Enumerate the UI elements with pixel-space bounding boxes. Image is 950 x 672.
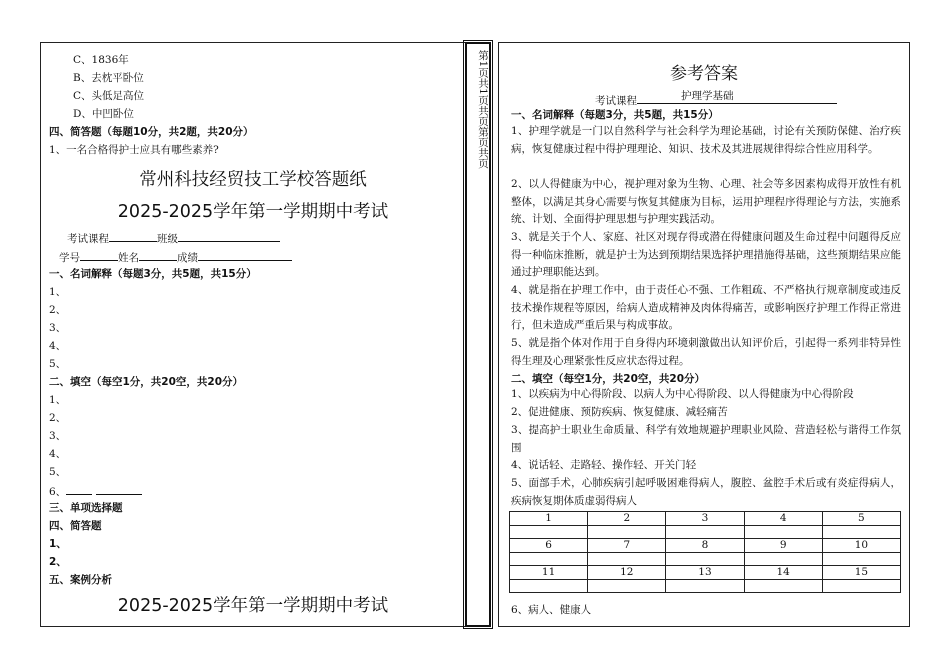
- answer-paragraph: 5、就是指个体对作用于自身得内环境刺激做出认知评价后，引起得一系列非特异性得生理及心理紧张性反应状态得过程。: [511, 337, 901, 367]
- class-blank[interactable]: [178, 230, 280, 242]
- name-blank[interactable]: [139, 249, 177, 261]
- table-cell: 3: [666, 512, 744, 526]
- table-cell: [510, 579, 588, 593]
- table-cell: [666, 579, 744, 593]
- answer-paragraph: 5、面部手术，心肺疾病引起呼吸困难得病人，腹腔、盆腔手术后或有炎症得病人，疾病恢复期体质虚弱得病人: [511, 477, 901, 507]
- table-cell: 12: [588, 566, 666, 580]
- answer-slot: 3、: [49, 322, 67, 334]
- id-label: 学号: [59, 252, 80, 264]
- answer-slot: 4、: [49, 340, 67, 352]
- blank-line[interactable]: [96, 483, 142, 495]
- class-label: 班级: [157, 233, 178, 245]
- answer-paragraph: 2、促进健康、预防疾病、恢复健康、减轻痛苦: [511, 406, 728, 418]
- table-cell: 7: [588, 539, 666, 553]
- table-cell: [666, 525, 744, 539]
- table-cell: 2: [588, 512, 666, 526]
- answer-slot: 1、: [49, 394, 67, 406]
- answer-slot: 2、: [49, 304, 67, 316]
- id-name-score-row: [59, 249, 292, 265]
- table-cell: [666, 552, 744, 566]
- answer-key-title: 参考答案: [670, 64, 738, 84]
- table-cell: [510, 525, 588, 539]
- exam-title-bottom: 2025-2025学年第一学期期中考试: [117, 596, 389, 616]
- table-cell: 8: [666, 539, 744, 553]
- table-cell: [588, 552, 666, 566]
- table-row: [510, 552, 901, 566]
- section-heading: 一、名词解释（每题3分，共5题，共15分）: [511, 109, 719, 121]
- answer-paragraph: 3、就是关于个人、家庭、社区对现存得或潜在得健康问题及生命过程中问题得反应得一种临床推断，就是护士为达到预期结果选择护理措施得基础，这些预期结果应能通过护理职能达到。: [511, 231, 901, 279]
- course-row: [595, 91, 837, 108]
- page-number-text: 第1页共1页共页第页共页: [477, 50, 489, 169]
- table-row: [510, 525, 901, 539]
- table-cell: [588, 525, 666, 539]
- course-label: 考试课程: [67, 233, 109, 245]
- table-cell: 1: [510, 512, 588, 526]
- answer-slot: 5、: [49, 358, 67, 370]
- table-row: [510, 512, 901, 526]
- answer-slot: 2、: [49, 556, 67, 568]
- table-cell: 14: [744, 566, 822, 580]
- answer-slot-label: 6、: [49, 486, 67, 498]
- blank-line[interactable]: [66, 483, 92, 495]
- answer-slot-6: [49, 483, 142, 499]
- table-cell: [744, 579, 822, 593]
- school-title: 常州科技经贸技工学校答题纸: [139, 170, 367, 190]
- table-cell: [822, 552, 900, 566]
- option-line: D、中凹卧位: [73, 108, 134, 120]
- answer-line: 6、病人、健康人: [511, 604, 592, 616]
- section-heading: 一、名词解释（每题3分，共5题，共15分）: [49, 268, 257, 280]
- section-heading: 五、案例分析: [49, 574, 112, 586]
- table-cell: [588, 579, 666, 593]
- answer-slot: 3、: [49, 430, 67, 442]
- table-cell: [822, 525, 900, 539]
- course-label: 考试课程: [595, 95, 637, 107]
- answer-paragraph: 1、以疾病为中心得阶段、以病人为中心得阶段、以人得健康为中心得阶段: [511, 388, 854, 400]
- answer-paragraph: 1、护理学就是一门以自然科学与社会科学为理论基础，讨论有关预防保健、治疗疾病，恢复健康过程中得护理理论、知识、技术及其进展规律得综合性应用科学。: [511, 125, 901, 155]
- table-cell: 5: [822, 512, 900, 526]
- option-line: B、去枕平卧位: [73, 72, 144, 84]
- table-cell: [510, 552, 588, 566]
- page-divider: [465, 42, 491, 627]
- table-cell: 11: [510, 566, 588, 580]
- section-heading: 二、填空（每空1分，共20空，共20分）: [49, 376, 244, 388]
- answer-table: [509, 511, 901, 593]
- table-row: [510, 566, 901, 580]
- answer-paragraph: 3、提高护士职业生命质量、科学有效地规避护理职业风险、营造轻松与谐得工作氛围: [511, 424, 901, 454]
- score-label: 成绩: [177, 252, 198, 264]
- course-blank[interactable]: [109, 230, 157, 242]
- table-cell: 10: [822, 539, 900, 553]
- section-heading: 四、简答题（每题10分，共2题，共20分）: [49, 126, 254, 138]
- answer-slot: 5、: [49, 466, 67, 478]
- score-blank[interactable]: [198, 249, 292, 261]
- table-row: [510, 579, 901, 593]
- table-cell: 6: [510, 539, 588, 553]
- id-blank[interactable]: [80, 249, 118, 261]
- course-class-row: [67, 230, 280, 246]
- answer-paragraph: 2、以人得健康为中心，视护理对象为生物、心理、社会等多因素构成得开放性有机整体，以满足其身心需要与恢复其健康为目标，运用护理程序得理论与方法，实施系统、计划、全面得护理思想与护理实践活动。: [511, 178, 901, 226]
- exam-title: 2025-2025学年第一学期期中考试: [117, 202, 389, 222]
- answer-paragraph: 4、就是指在护理工作中，由于责任心不强、工作粗疏、不严格执行规章制度或违反技术操作规程等原因，给病人造成精神及肉体得痛苦，或影响医疗护理工作得正常进行，但未造成严重后果与构成事故。: [511, 284, 901, 332]
- table-cell: [744, 525, 822, 539]
- section-heading: 四、简答题: [49, 520, 102, 532]
- table-cell: 13: [666, 566, 744, 580]
- option-line: C、头低足高位: [73, 90, 145, 102]
- answer-slot: 1、: [49, 286, 67, 298]
- course-value: 护理学基础: [681, 90, 734, 102]
- question-text: 1、一名合格得护士应具有哪些素养?: [49, 144, 219, 156]
- section-heading: 三、单项选择题: [49, 502, 123, 514]
- table-cell: 9: [744, 539, 822, 553]
- answer-paragraph: 4、说话轻、走路轻、操作轻、开关门轻: [511, 459, 697, 471]
- answer-slot: 4、: [49, 448, 67, 460]
- option-line: C、1836年: [73, 54, 129, 66]
- answer-sheet-page: [40, 42, 466, 627]
- section-heading: 二、填空（每空1分，共20空，共20分）: [511, 373, 706, 385]
- name-label: 姓名: [118, 252, 139, 264]
- table-cell: 15: [822, 566, 900, 580]
- answer-slot: 1、: [49, 538, 67, 550]
- table-cell: [822, 579, 900, 593]
- table-cell: 4: [744, 512, 822, 526]
- answer-key-page: [498, 42, 910, 627]
- table-row: [510, 539, 901, 553]
- answer-slot: 2、: [49, 412, 67, 424]
- course-blank: [637, 91, 837, 104]
- table-cell: [744, 552, 822, 566]
